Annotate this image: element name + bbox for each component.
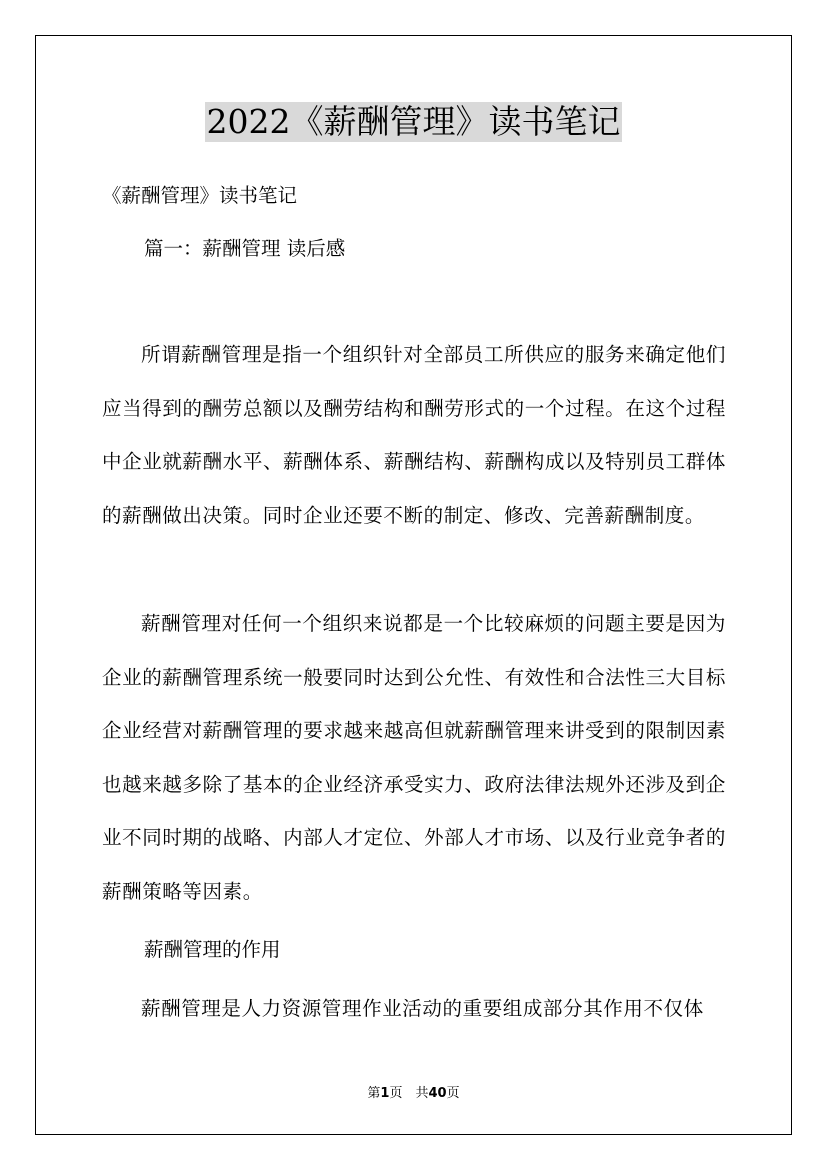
chapter-heading: 篇一：薪酬管理 读后感	[144, 237, 346, 260]
page-footer	[0, 1082, 827, 1101]
paragraph-2: 薪酬管理对任何一个组织来说都是一个比较麻烦的问题主要是因为企业的薪酬管理系统一般要同时达到公允性、有效性和合法性三大目标企业经营对薪酬管理的要求越来越高但就薪酬管理来讲受到的限制因素也越来越多除了基本的企业经济承受实力、政府法律法规外还涉及到企业不同时期的战略、内部人才定位、外部人才市场、以及行业竞争者的薪酬策略等因素。	[102, 612, 726, 903]
document-subtitle: 《薪酬管理》读书笔记	[102, 184, 298, 207]
footer-page-number: 1	[380, 1086, 390, 1101]
footer-prefix: 第	[367, 1086, 381, 1101]
footer-suffix: 页	[446, 1086, 460, 1101]
section-heading: 薪酬管理的作用	[144, 938, 281, 961]
footer-mid: 页 共	[389, 1086, 429, 1101]
document-title-wrapper	[0, 102, 827, 142]
paragraph-1: 所谓薪酬管理是指一个组织针对全部员工所供应的服务来确定他们应当得到的酬劳总额以及酬劳结构和酬劳形式的一个过程。在这个过程中企业就薪酬水平、薪酬体系、薪酬结构、薪酬构成以及特别员工群体的薪酬做出决策。同时企业还要不断的制定、修改、完善薪酬制度。	[102, 343, 726, 527]
document-title: 2022《薪酬管理》读书笔记	[206, 102, 621, 141]
footer-page-total: 40	[428, 1086, 447, 1101]
paragraph-3: 薪酬管理是人力资源管理作业活动的重要组成部分其作用不仅体	[141, 997, 704, 1020]
